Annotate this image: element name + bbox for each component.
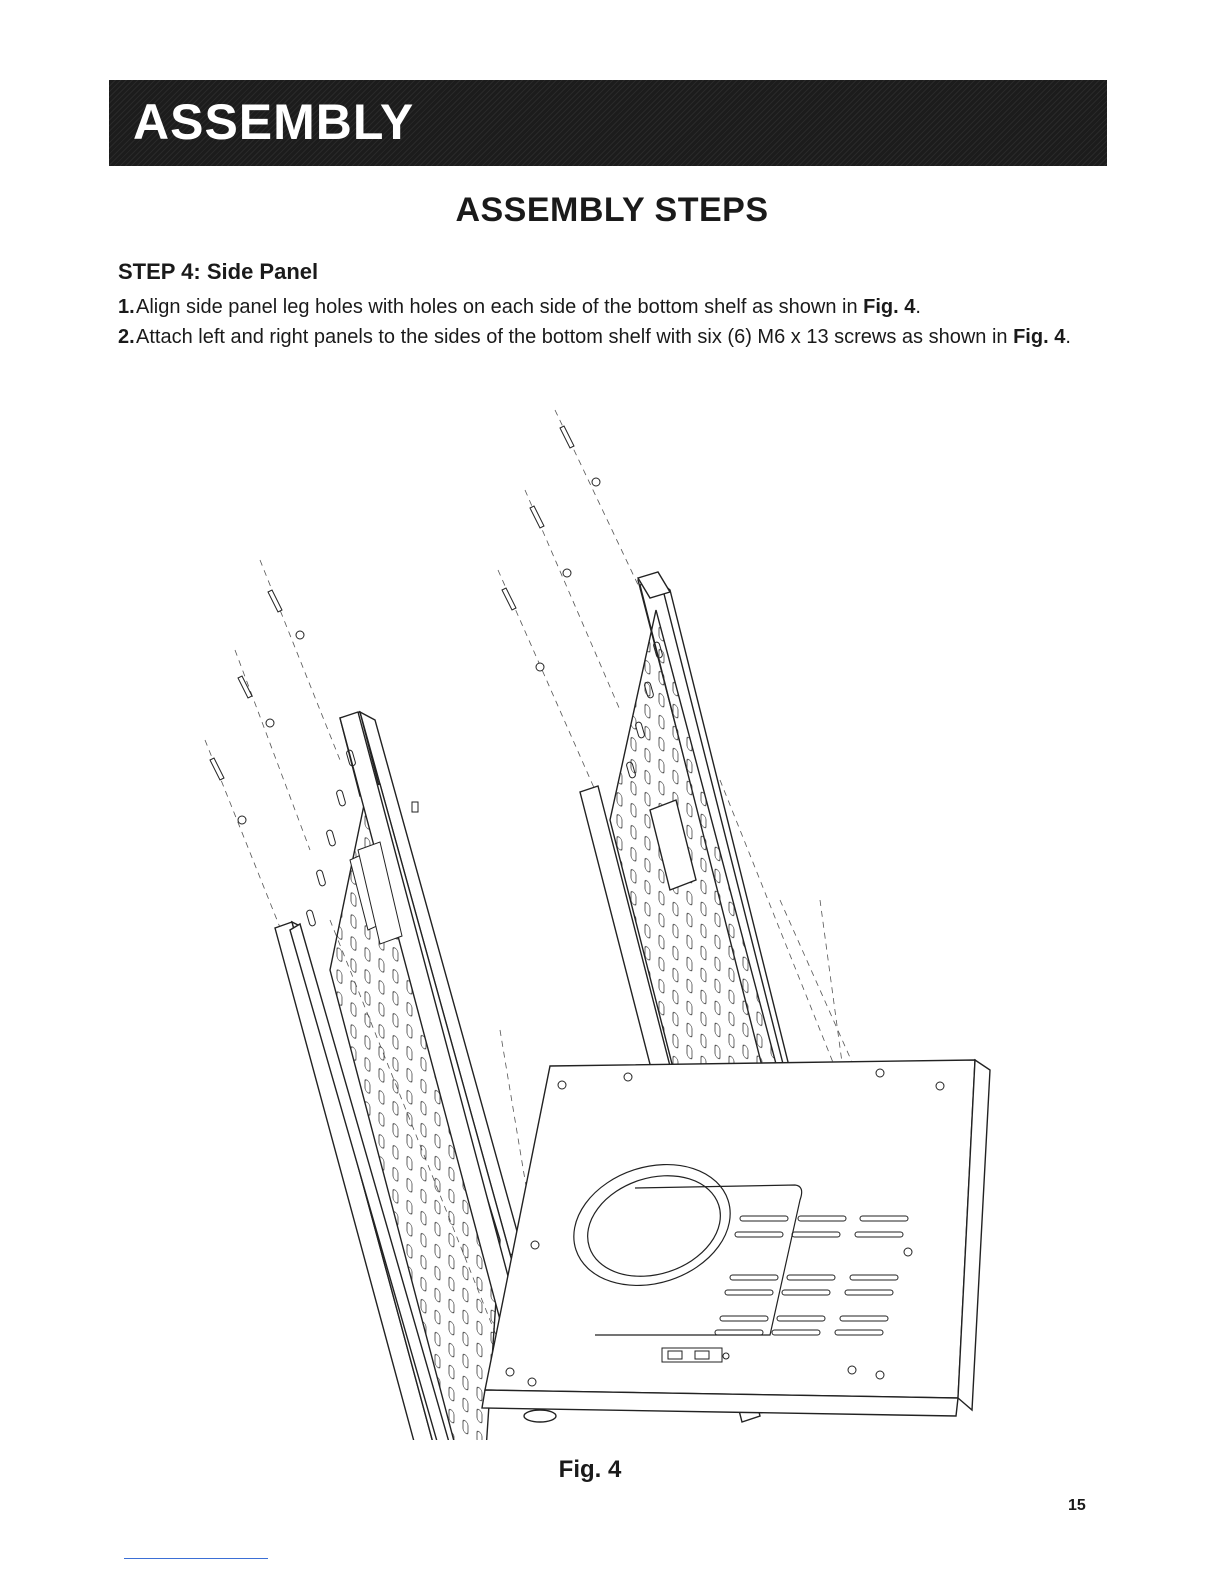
figure-caption: Fig. 4 <box>558 1456 622 1483</box>
banner-title: ASSEMBLY <box>133 94 415 150</box>
step-title: STEP 4: Side Panel <box>118 259 319 284</box>
page-title: ASSEMBLY STEPS <box>455 191 769 229</box>
step-text: Attach left and right panels to the sides of the bottom shelf with six (6) M6 x 13 screws as shown in <box>136 326 1014 348</box>
step-number: 2. <box>118 326 135 348</box>
page-number: 15 <box>1068 1497 1086 1514</box>
step-text-end: . <box>915 296 921 318</box>
assembly-figure <box>180 380 1020 1440</box>
figure-reference: Fig. 4 <box>863 296 916 318</box>
section-banner <box>109 80 1107 166</box>
step-number: 1. <box>118 296 135 318</box>
step-text: Align side panel leg holes with holes on each side of the bottom shelf as shown in <box>136 296 864 318</box>
step-list <box>118 294 1078 354</box>
footer-rule <box>124 1558 268 1559</box>
step-text-end: . <box>1065 326 1071 348</box>
step-item-2 <box>118 324 1078 351</box>
step-item-1 <box>118 294 1078 321</box>
exploded-assembly-diagram-icon <box>180 380 1020 1440</box>
figure-reference: Fig. 4 <box>1013 326 1066 348</box>
